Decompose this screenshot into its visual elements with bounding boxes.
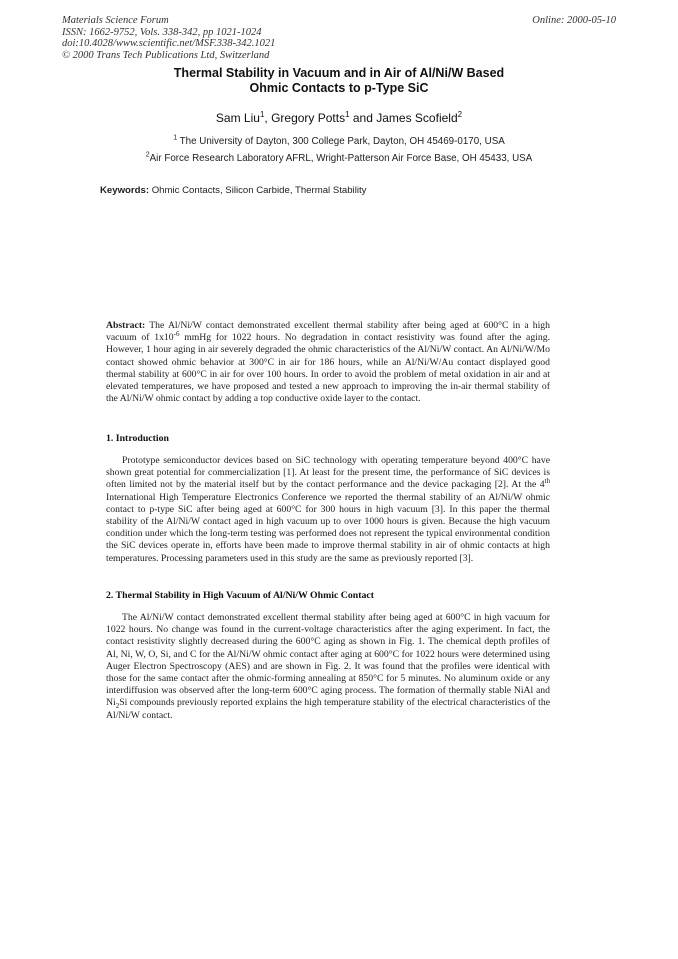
title-line-1: Thermal Stability in Vacuum and in Air of Al/Ni/W Based xyxy=(173,66,505,80)
doi-line: doi:10.4028/www.scientific.net/MSF.338-342.1021 xyxy=(62,38,276,49)
abstract xyxy=(106,320,550,405)
paragraph-text: Prototype semiconductor devices based on SiC technology with operating temperature beyond 400°C have shown great potential for commercialization [1]. At least for the present time, the performance of SiC devices is often limited not by the material itself but by the contact performance and the device packaging [2]. At the 4 xyxy=(106,455,550,491)
author-affiliation-mark: 2 xyxy=(457,110,463,119)
affiliation-number: 2 xyxy=(145,151,150,159)
author-name: Gregory Potts xyxy=(271,111,346,125)
author-separator: , xyxy=(264,111,272,125)
affiliation-text: The University of Dayton, 300 College Park, Dayton, OH 45469-0170, USA xyxy=(179,136,505,147)
journal-name: Materials Science Forum xyxy=(62,15,169,26)
abstract-text: mmHg for 1022 hours. No degradation in contact resistivity was found after the aging. However, 1 hour aging in air severely degraded the ohmic characteristics of the Al/Ni/W contact. An Al/Ni/W/Mo contact showed ohmic behavior at 300°C in air for 186 hours, while an Al/Ni/W/Au contact displayed good thermal stability at 600°C in air for over 100 hours. In order to avoid the problem of metal oxidation in air and at elevated temperatures, we have proposed and tested a new approach to improving the in-air thermal stability of the Al/Ni/W ohmic contact by adding a top conductive oxide layer to the contact. xyxy=(106,332,550,405)
keywords xyxy=(100,185,600,196)
issn-line: ISSN: 1662-9752, Vols. 338-342, pp 1021-1024 xyxy=(62,26,262,38)
title-line-2: Ohmic Contacts to p-Type SiC xyxy=(249,81,429,95)
author-name: James Scofield xyxy=(376,111,458,125)
keywords-label: Keywords: xyxy=(100,185,150,196)
thermal-stability-paragraph xyxy=(106,612,550,722)
ordinal-superscript: th xyxy=(544,477,550,486)
author-name: Sam Liu xyxy=(215,111,260,125)
affiliation-2 xyxy=(62,153,616,164)
paper-title xyxy=(62,66,616,96)
publication-header xyxy=(62,15,616,61)
chemical-subscript: 2 xyxy=(115,702,120,711)
section-heading-thermal-stability: 2. Thermal Stability in High Vacuum of Al/Ni/W Ohmic Contact xyxy=(106,590,374,601)
affiliation-text: Air Force Research Laboratory AFRL, Wright-Patterson Air Force Base, OH 45433, USA xyxy=(149,153,533,164)
abstract-label: Abstract: xyxy=(106,320,146,331)
abstract-exponent: -6 xyxy=(173,329,180,338)
author-separator: and xyxy=(349,111,377,125)
keywords-text: Ohmic Contacts, Silicon Carbide, Thermal Stability xyxy=(151,185,367,196)
author-list xyxy=(62,111,616,125)
affiliation-1 xyxy=(62,136,616,147)
section-heading-introduction: 1. Introduction xyxy=(106,433,169,444)
author-affiliation-mark: 1 xyxy=(259,110,265,119)
abstract-text: The Al/Ni/W contact demonstrated excellent thermal stability after being aged at 600°C in a high vacuum of 1x10 xyxy=(106,320,550,344)
online-date: Online: 2000-05-10 xyxy=(532,15,616,26)
introduction-paragraph xyxy=(106,455,550,565)
affiliation-number: 1 xyxy=(173,134,178,142)
author-affiliation-mark: 1 xyxy=(345,110,350,119)
paragraph-text: The Al/Ni/W contact demonstrated excellent thermal stability after being aged at 600°C in high vacuum for 1022 hours. No change was found in the current-voltage characteristics after the aging experiment. In fact, the contact resistivity slightly decreased during the 600°C aging as shown in Fig. 1. The chemical depth profiles of Al, Ni, W, O, Si, and C for the Al/Ni/W ohmic contact after aging at 600°C for 1022 hours were determined using Auger Electron Spectroscopy (AES) and are shown in Fig. 2. It was found that the profiles were identical with those for the same contact after the ohmic-forming annealing at 850°C for 5 minutes. No aluminum oxide or any interdiffusion was observed after the long-term 600°C aging process. The formation of thermally stable NiAl and Ni xyxy=(106,612,550,709)
paragraph-text: International High Temperature Electronics Conference we reported the thermal stability of an Al/Ni/W ohmic contact to p-type SiC after being aged at 600°C for 300 hours in high vacuum [3]. In this paper the thermal stability of the Al/Ni/W contact aged in high vacuum up to over 1000 hours is given. Because the high vacuum condition under which the long-term testing was performed does not represent the typical environmental condition the SiC devices operate in, efforts have been made to improve thermal stability in air of ohmic contacts at high temperatures. Processing parameters used in this study are the same as previously reported [3]. xyxy=(106,491,550,564)
paragraph-text: Si compounds previously reported explains the high temperature stability of the electrical characteristics of the Al/Ni/W contact. xyxy=(106,697,550,721)
copyright-line: © 2000 Trans Tech Publications Ltd, Switzerland xyxy=(62,49,270,61)
